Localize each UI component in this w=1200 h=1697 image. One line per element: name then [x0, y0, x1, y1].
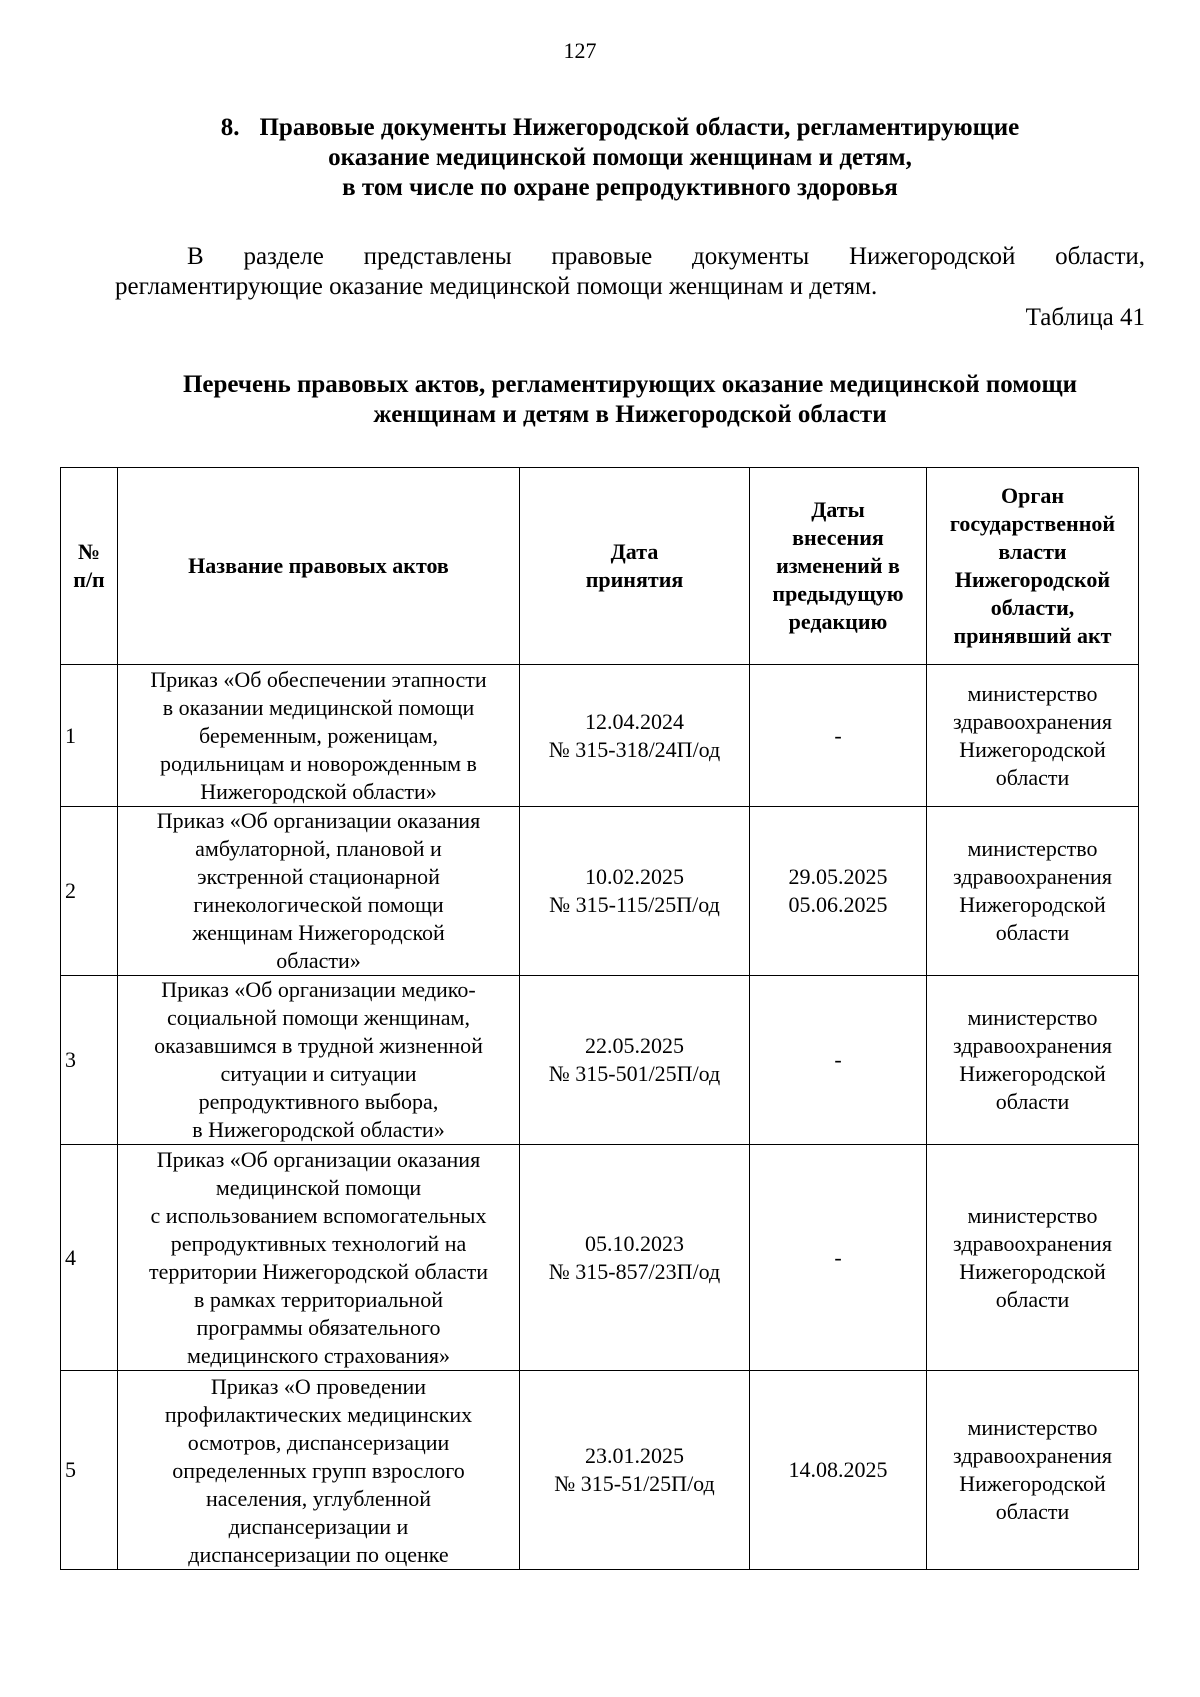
header-changes: Даты внесения изменений в предыдущую редакцию — [750, 468, 927, 665]
row-number: 2 — [61, 807, 118, 976]
row-number: 5 — [61, 1371, 118, 1570]
act-date: 12.04.2024 № 315-318/24П/од — [520, 665, 750, 807]
table-row — [61, 1371, 1139, 1570]
act-name: Приказ «Об организации медико- социальной помощи женщинам, оказавшимся в трудной жизненной ситуации и ситуации репродуктивного выбора, в Нижегородской области» — [118, 976, 520, 1145]
act-organ: министерство здравоохранения Нижегородской области — [927, 1145, 1139, 1371]
act-name: Приказ «Об обеспечении этапности в оказании медицинской помощи беременным, роженицам, родильницам и новорожденным в Нижегородской области» — [118, 665, 520, 807]
table-row — [61, 665, 1139, 807]
act-name: Приказ «Об организации оказания амбулаторной, плановой и экстренной стационарной гинекологической помощи женщинам Нижегородской области» — [118, 807, 520, 976]
header-num: № п/п — [61, 468, 118, 665]
act-changes: 14.08.2025 — [750, 1371, 927, 1570]
intro-paragraph: В разделе представлены правовые документы Нижегородской области, регламентирующие оказание медицинской помощи женщинам и детям. — [115, 243, 1145, 300]
section-heading — [120, 113, 1120, 203]
header-name: Название правовых актов — [118, 468, 520, 665]
row-number: 4 — [61, 1145, 118, 1371]
section-number: 8. — [220, 114, 240, 141]
page-number: 127 — [563, 38, 597, 63]
act-date: 23.01.2025 № 315-51/25П/од — [520, 1371, 750, 1570]
row-number: 3 — [61, 976, 118, 1145]
act-date: 22.05.2025 № 315-501/25П/од — [520, 976, 750, 1145]
table-row — [61, 807, 1139, 976]
act-name: Приказ «О проведении профилактических медицинских осмотров, диспансеризации определенных групп взрослого населения, углубленной диспансеризации и диспансеризации по оценке — [118, 1371, 520, 1570]
section-heading-line-1: 8. Правовые документы Нижегородской области, регламентирующие — [220, 114, 1020, 141]
table-title — [110, 370, 1150, 430]
act-name: Приказ «Об организации оказания медицинской помощи с использованием вспомогательных репродуктивных технологий на территории Нижегородской области в рамках территориальной программы обязательного медицинского страхования» — [118, 1145, 520, 1371]
section-heading-line-2: оказание медицинской помощи женщинам и детям, — [328, 144, 912, 171]
act-organ: министерство здравоохранения Нижегородской области — [927, 807, 1139, 976]
act-changes: 29.05.2025 05.06.2025 — [750, 807, 927, 976]
act-changes: - — [750, 1145, 927, 1371]
header-date: Дата принятия — [520, 468, 750, 665]
header-organ: Орган государственной власти Нижегородской области, принявший акт — [927, 468, 1139, 665]
act-organ: министерство здравоохранения Нижегородской области — [927, 665, 1139, 807]
act-date: 10.02.2025 № 315-115/25П/од — [520, 807, 750, 976]
table-header-row — [61, 468, 1139, 665]
table-title-line-1: Перечень правовых актов, регламентирующих оказание медицинской помощи — [182, 371, 1078, 398]
act-date: 05.10.2023 № 315-857/23П/од — [520, 1145, 750, 1371]
table-label: Таблица 41 — [1025, 304, 1145, 331]
row-number: 1 — [61, 665, 118, 807]
table-row — [61, 976, 1139, 1145]
section-heading-line-3: в том числе по охране репродуктивного здоровья — [342, 174, 898, 201]
table-title-line-2: женщинам и детям в Нижегородской области — [373, 401, 887, 428]
table-row — [61, 1145, 1139, 1371]
act-organ: министерство здравоохранения Нижегородской области — [927, 1371, 1139, 1570]
act-changes: - — [750, 976, 927, 1145]
act-organ: министерство здравоохранения Нижегородской области — [927, 976, 1139, 1145]
act-changes: - — [750, 665, 927, 807]
legal-acts-table — [60, 467, 1139, 1570]
